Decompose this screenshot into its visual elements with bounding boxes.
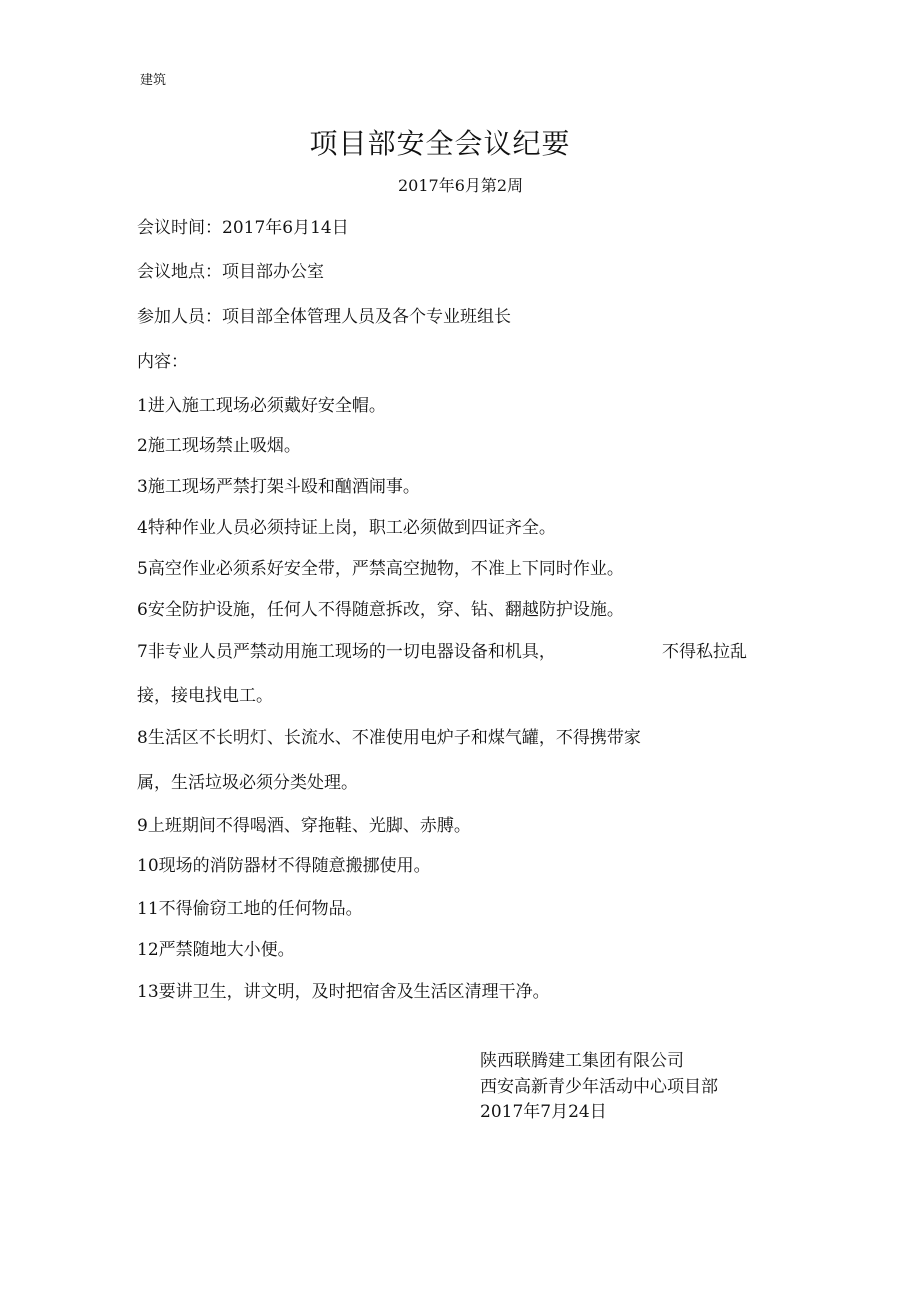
header-label: 建筑 [140,73,167,88]
attendees: 参加人员：项目部全体管理人员及各个专业班组长 [137,307,511,327]
signature-company: 陕西联腾建工集团有限公司 [480,1051,684,1071]
rule-item-3: 3施工现场严禁打架斗殴和酗酒闹事。 [137,477,420,497]
rule-item-7-wrap: 接，接电找电工。 [137,686,273,706]
rule-item-11: 11不得偷窃工地的任何物品。 [137,899,363,919]
rule-item-1: 1进入施工现场必须戴好安全帽。 [137,396,386,416]
rule-item-7: 7非专业人员严禁动用施工现场的一切电器设备和机具， [137,642,556,662]
signature-department: 西安高新青少年活动中心项目部 [480,1077,718,1097]
rule-item-10: 10现场的消防器材不得随意搬挪使用。 [137,856,431,876]
rule-item-2: 2施工现场禁止吸烟。 [137,436,301,456]
rule-item-4: 4特种作业人员必须持证上岗，职工必须做到四证齐全。 [137,518,556,538]
rule-item-9: 9上班期间不得喝酒、穿拖鞋、光脚、赤膊。 [137,816,471,836]
subtitle-week: 2017年6月第2周 [398,176,524,195]
rule-item-12: 12严禁随地大小便。 [137,940,295,960]
rule-item-13: 13要讲卫生，讲文明，及时把宿舍及生活区清理干净。 [137,982,550,1002]
rule-item-7-continued: 不得私拉乱 [662,642,747,662]
meeting-place: 会议地点：项目部办公室 [137,262,324,282]
rule-item-8-wrap: 属，生活垃圾必须分类处理。 [137,773,358,793]
page-title: 项目部安全会议纪要 [309,127,571,160]
signature-date: 2017年7月24日 [480,1102,607,1122]
content-label: 内容： [137,352,188,372]
meeting-time: 会议时间：2017年6月14日 [137,218,349,238]
rule-item-5: 5高空作业必须系好安全带，严禁高空抛物，不准上下同时作业。 [137,559,624,579]
rule-item-6: 6安全防护设施，任何人不得随意拆改，穿、钻、翻越防护设施。 [137,600,624,620]
rule-item-8: 8生活区不长明灯、长流水、不准使用电炉子和煤气罐，不得携带家 [137,728,641,748]
